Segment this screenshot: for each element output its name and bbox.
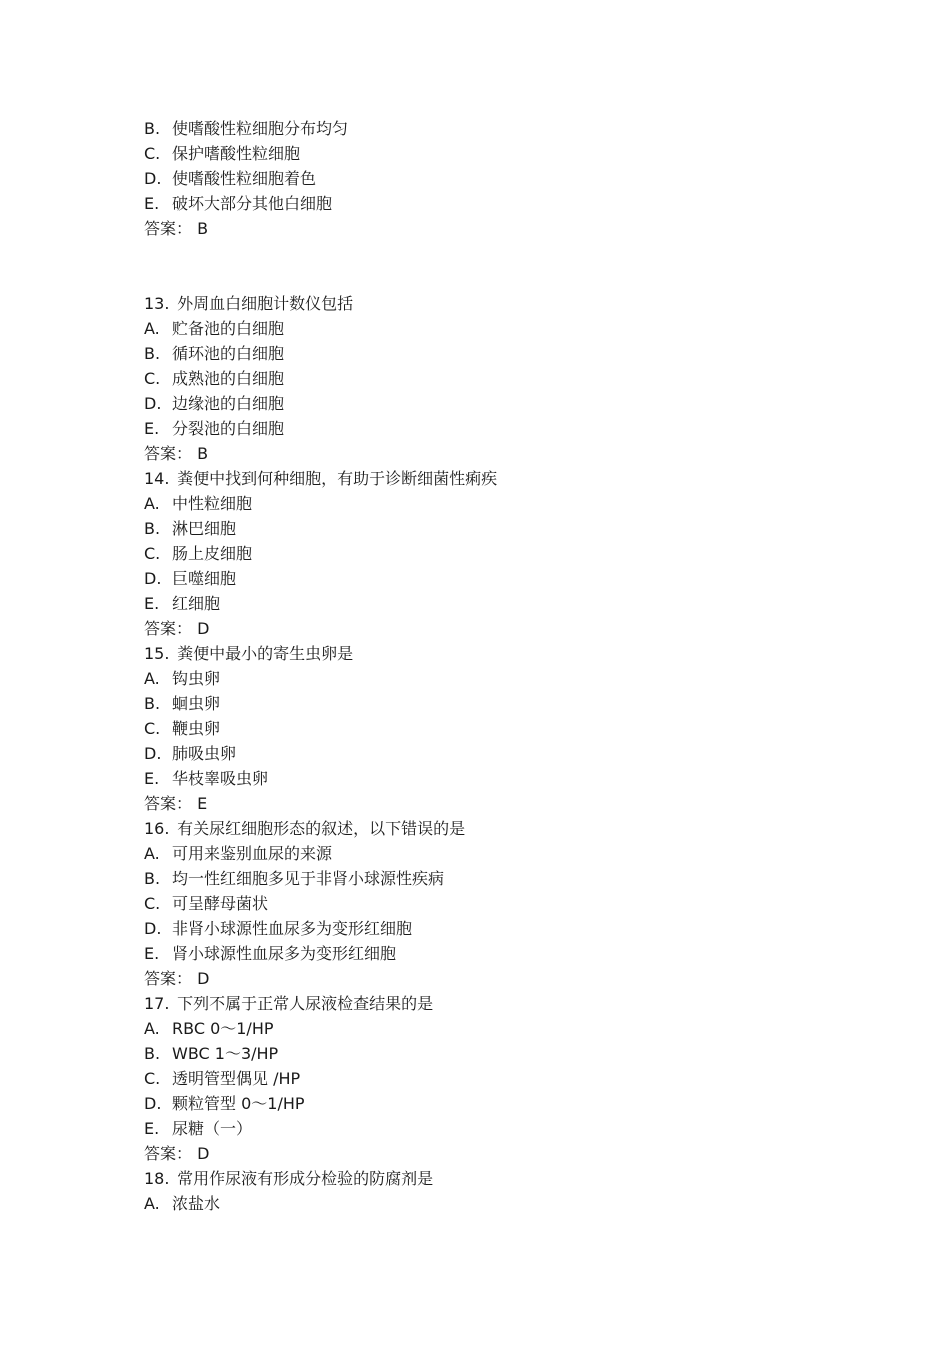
option-label: C. [144,1069,161,1088]
option-label: B. [144,519,161,538]
question-16 [0,816,950,991]
answer-line: 答案： D [144,969,210,988]
option-text: 蛔虫卵 [172,694,221,713]
option-label: E. [144,944,160,963]
option-text: 破坏大部分其他白细胞 [172,194,333,213]
question-stem [0,816,950,841]
option-text: 巨噬细胞 [172,569,237,588]
question-stem [0,291,950,316]
question-number: 15. [144,644,170,663]
option-text: 钩虫卵 [172,669,221,688]
option-label: E. [144,194,160,213]
option-text: 边缘池的白细胞 [172,394,285,413]
option-line [0,591,950,616]
option-line [0,491,950,516]
section-gap [0,241,950,291]
question-stem [0,641,950,666]
option-text: 使嗜酸性粒细胞着色 [172,169,317,188]
option-line [0,566,950,591]
question-18 [0,1166,950,1216]
answer-line: 答案： D [144,619,210,638]
option-line [0,1016,950,1041]
option-line [0,516,950,541]
question-17 [0,991,950,1166]
option-label: C. [144,144,161,163]
question-stem [0,991,950,1016]
option-text: 使嗜酸性粒细胞分布均匀 [172,119,349,138]
option-line [0,191,950,216]
option-label: D. [144,394,162,413]
option-text: 中性粒细胞 [172,494,253,513]
option-text: 浓盐水 [172,1194,221,1213]
option-text: 颗粒管型 0～1/HP [172,1094,305,1113]
option-text: 肺吸虫卵 [172,744,237,763]
option-label: B. [144,344,161,363]
option-text: 尿糖（一） [172,1119,253,1138]
option-label: C. [144,719,161,738]
option-text: 淋巴细胞 [172,519,237,538]
option-text: 红细胞 [172,594,221,613]
option-line [0,891,950,916]
option-text: 非肾小球源性血尿多为变形红细胞 [172,919,413,938]
option-text: 分裂池的白细胞 [172,419,285,438]
option-text: 肠上皮细胞 [172,544,253,563]
option-text: 肾小球源性血尿多为变形红细胞 [172,944,397,963]
option-line [0,166,950,191]
option-label: E. [144,419,160,438]
option-text: 保护嗜酸性粒细胞 [172,144,301,163]
option-text: 透明管型偶见 /HP [172,1069,301,1088]
option-text: 可用来鉴别血尿的来源 [172,844,333,863]
option-text: 鞭虫卵 [172,719,221,738]
option-line [0,141,950,166]
option-line [0,766,950,791]
option-line [0,941,950,966]
option-label: E. [144,594,160,613]
option-label: B. [144,119,161,138]
option-line [0,416,950,441]
option-label: E. [144,769,160,788]
option-line [0,1191,950,1216]
option-line [0,666,950,691]
option-text: RBC 0～1/HP [172,1019,274,1038]
continued-question [0,116,950,241]
option-label: C. [144,544,161,563]
option-label: B. [144,869,161,888]
question-number: 14. [144,469,170,488]
option-line [0,1041,950,1066]
option-text: 华枝睾吸虫卵 [172,769,269,788]
option-label: A. [144,844,160,863]
question-text: 粪便中找到何种细胞，有助于诊断细菌性痢疾 [177,469,498,488]
answer-line: 答案： B [144,219,209,238]
option-line [0,841,950,866]
question-13 [0,291,950,466]
question-text: 下列不属于正常人尿液检查结果的是 [177,994,434,1013]
option-label: A. [144,319,160,338]
question-text: 外周血白细胞计数仪包括 [177,294,354,313]
option-label: C. [144,369,161,388]
option-text: WBC 1～3/HP [172,1044,279,1063]
option-line [0,316,950,341]
document-body [0,116,950,1216]
option-label: A. [144,494,160,513]
option-text: 循环池的白细胞 [172,344,285,363]
option-label: A. [144,1194,160,1213]
option-line [0,916,950,941]
option-label: D. [144,919,162,938]
question-number: 13. [144,294,170,313]
option-line [0,1066,950,1091]
option-label: D. [144,744,162,763]
question-text: 粪便中最小的寄生虫卵是 [177,644,354,663]
option-line [0,1116,950,1141]
option-label: B. [144,694,161,713]
option-line [0,116,950,141]
option-line [0,866,950,891]
option-line [0,541,950,566]
question-stem [0,466,950,491]
option-label: A. [144,1019,160,1038]
question-stem [0,1166,950,1191]
question-number: 18. [144,1169,170,1188]
option-text: 可呈酵母菌状 [172,894,269,913]
answer-line: 答案： D [144,1144,210,1163]
question-text: 常用作尿液有形成分检验的防腐剂是 [177,1169,434,1188]
option-label: D. [144,569,162,588]
option-label: D. [144,1094,162,1113]
option-text: 成熟池的白细胞 [172,369,285,388]
answer-line: 答案： E [144,794,208,813]
option-label: B. [144,1044,161,1063]
question-14 [0,466,950,641]
question-number: 17. [144,994,170,1013]
option-label: A. [144,669,160,688]
option-line [0,741,950,766]
option-line [0,366,950,391]
option-text: 贮备池的白细胞 [172,319,285,338]
answer-line: 答案： B [144,444,209,463]
option-line [0,716,950,741]
option-line [0,391,950,416]
question-text: 有关尿红细胞形态的叙述，以下错误的是 [177,819,466,838]
question-15 [0,641,950,816]
option-label: D. [144,169,162,188]
option-line [0,691,950,716]
question-number: 16. [144,819,170,838]
option-label: E. [144,1119,160,1138]
option-line [0,1091,950,1116]
option-line [0,341,950,366]
option-label: C. [144,894,161,913]
option-text: 均一性红细胞多见于非肾小球源性疾病 [172,869,445,888]
